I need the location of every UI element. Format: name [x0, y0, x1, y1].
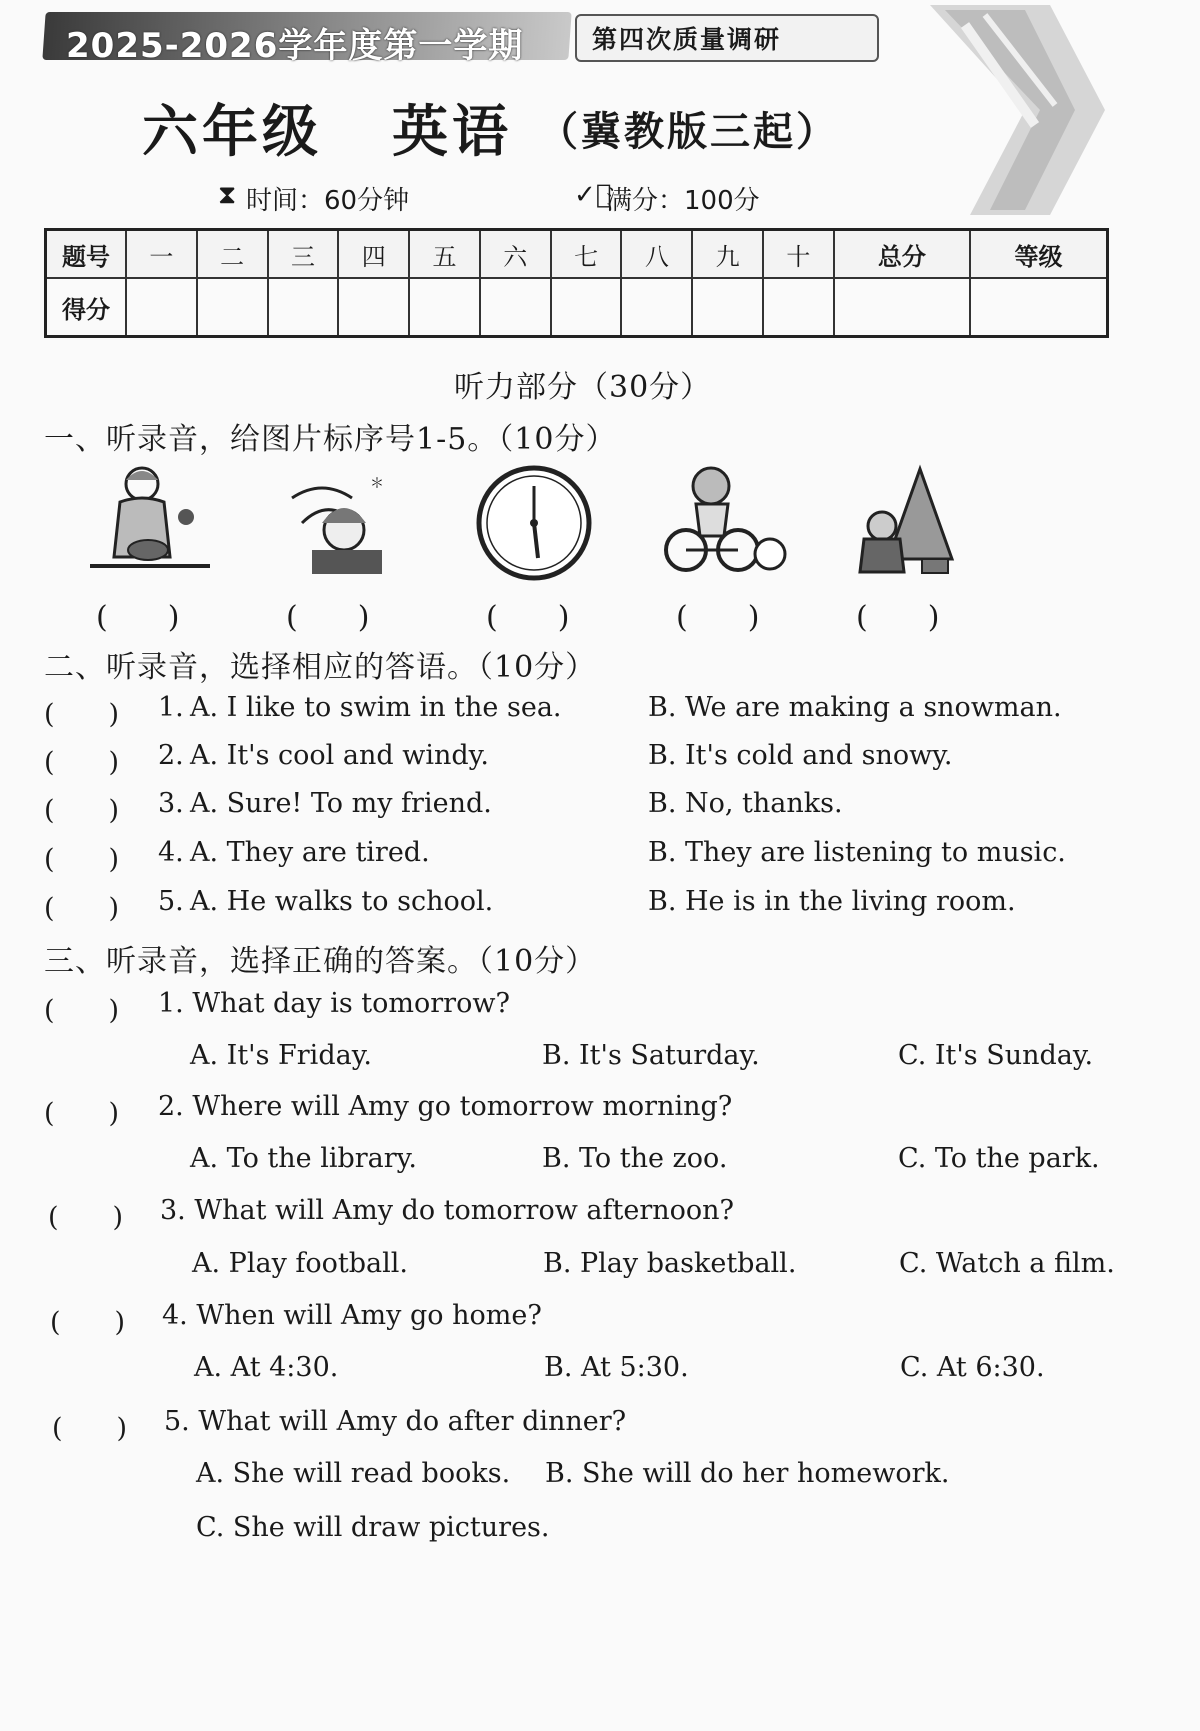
answer-blank[interactable]: ( ) — [96, 600, 180, 635]
edition-label: （冀教版三起） — [538, 108, 839, 155]
option-b: B. At 5:30. — [544, 1352, 689, 1383]
score-cell[interactable] — [834, 278, 970, 337]
answer-blank[interactable]: ( ) — [52, 1413, 128, 1444]
score-cell[interactable] — [480, 278, 551, 337]
answer-blank[interactable]: ( ) — [44, 795, 120, 826]
question-number: 3. — [158, 788, 184, 819]
col-header: 一 — [126, 230, 197, 279]
answer-blank[interactable]: ( ) — [50, 1307, 126, 1338]
col-header-total: 总分 — [834, 230, 970, 279]
score-cell[interactable] — [338, 278, 409, 337]
col-header: 三 — [268, 230, 339, 279]
col-header: 六 — [480, 230, 551, 279]
child-in-cold-picture — [282, 468, 402, 578]
answer-blank[interactable]: ( ) — [44, 893, 120, 924]
score-cell[interactable] — [197, 278, 268, 337]
question-text: 3. What will Amy do tomorrow afternoon? — [160, 1195, 734, 1226]
question-text: 1. What day is tomorrow? — [158, 988, 510, 1019]
option-a: A. Play football. — [192, 1248, 408, 1279]
col-header: 九 — [692, 230, 763, 279]
col-header: 四 — [338, 230, 409, 279]
option-c: C. To the park. — [898, 1143, 1100, 1174]
part3-title: 三、听录音，选择正确的答案。（10分） — [44, 944, 597, 979]
col-header: 八 — [621, 230, 692, 279]
option-c: C. Watch a film. — [899, 1248, 1115, 1279]
part2-title: 二、听录音，选择相应的答语。（10分） — [44, 650, 597, 685]
answer-blank[interactable]: ( ) — [44, 995, 120, 1026]
score-cell[interactable] — [268, 278, 339, 337]
clock-picture — [474, 464, 594, 582]
answer-blank[interactable]: ( ) — [44, 747, 120, 778]
part1-title: 一、听录音，给图片标序号1-5。（10分） — [44, 422, 617, 457]
option-b: B. To the zoo. — [542, 1143, 728, 1174]
question-text: 5. What will Amy do after dinner? — [164, 1406, 627, 1437]
option-c: C. It's Sunday. — [898, 1040, 1094, 1071]
svg-text:＊: ＊ — [370, 476, 384, 492]
option-b: B. Play basketball. — [543, 1248, 797, 1279]
option-a: A. She will read books. — [196, 1458, 511, 1489]
answer-blank[interactable]: ( ) — [856, 600, 940, 635]
listening-title: 听力部分（30分） — [454, 370, 712, 405]
row-label-question: 题号 — [46, 230, 127, 279]
option-a: A. They are tired. — [190, 837, 430, 868]
option-a: A. At 4:30. — [194, 1352, 339, 1383]
term-title: 2025-2026学年度第一学期 — [66, 26, 524, 66]
grandma-cooking-picture — [90, 462, 210, 577]
decorative-ribbon — [930, 5, 1110, 215]
answer-blank[interactable]: ( ) — [48, 1202, 124, 1233]
santa-and-tree-picture — [852, 464, 962, 579]
answer-blank[interactable]: ( ) — [44, 1098, 120, 1129]
score-table — [44, 228, 1109, 338]
boy-riding-bike-picture — [664, 464, 794, 579]
subject-title: 英语 — [392, 100, 512, 165]
question-text: 4. When will Amy go home? — [162, 1300, 542, 1331]
question-text: 2. Where will Amy go tomorrow morning? — [158, 1091, 733, 1122]
option-b: B. She will do her homework. — [545, 1458, 950, 1489]
option-c: C. At 6:30. — [900, 1352, 1045, 1383]
col-header: 五 — [409, 230, 480, 279]
answer-blank[interactable]: ( ) — [44, 844, 120, 875]
row-label-score: 得分 — [46, 278, 127, 337]
option-b: B. No, thanks. — [648, 788, 843, 819]
option-b: B. It's cold and snowy. — [648, 740, 953, 771]
col-header-grade: 等级 — [970, 230, 1108, 279]
option-c: C. She will draw pictures. — [196, 1512, 550, 1543]
question-number: 1. — [158, 692, 184, 723]
option-b: B. They are listening to music. — [648, 837, 1066, 868]
score-cell[interactable] — [763, 278, 834, 337]
survey-title: 第四次质量调研 — [592, 25, 782, 54]
question-number: 5. — [158, 886, 184, 917]
score-cell[interactable] — [126, 278, 197, 337]
score-cell[interactable] — [551, 278, 622, 337]
option-b: B. We are making a snowman. — [648, 692, 1062, 723]
answer-blank[interactable]: ( ) — [44, 699, 120, 730]
option-a: A. It's Friday. — [190, 1040, 372, 1071]
col-header: 七 — [551, 230, 622, 279]
score-cell[interactable] — [692, 278, 763, 337]
col-header: 十 — [763, 230, 834, 279]
score-cell[interactable] — [621, 278, 692, 337]
score-cell[interactable] — [409, 278, 480, 337]
answer-blank[interactable]: ( ) — [486, 600, 570, 635]
full-score: 满分：100分 — [606, 186, 760, 216]
grade-title: 六年级 — [142, 100, 322, 165]
question-number: 2. — [158, 740, 184, 771]
question-number: 4. — [158, 837, 184, 868]
option-a: A. Sure! To my friend. — [190, 788, 492, 819]
option-a: A. It's cool and windy. — [190, 740, 489, 771]
option-a: A. To the library. — [190, 1143, 417, 1174]
check-circle-icon: ✓⃝ — [574, 180, 612, 210]
col-header: 二 — [197, 230, 268, 279]
option-b: B. He is in the living room. — [648, 886, 1016, 917]
score-table-header-row — [46, 230, 1108, 279]
hourglass-icon: ⧗ — [218, 180, 237, 210]
score-cell[interactable] — [970, 278, 1108, 337]
answer-blank[interactable]: ( ) — [676, 600, 760, 635]
score-table-score-row — [46, 278, 1108, 337]
exam-time: 时间：60分钟 — [246, 186, 410, 216]
answer-blank[interactable]: ( ) — [286, 600, 370, 635]
option-a: A. I like to swim in the sea. — [190, 692, 562, 723]
option-a: A. He walks to school. — [190, 886, 494, 917]
option-b: B. It's Saturday. — [542, 1040, 760, 1071]
